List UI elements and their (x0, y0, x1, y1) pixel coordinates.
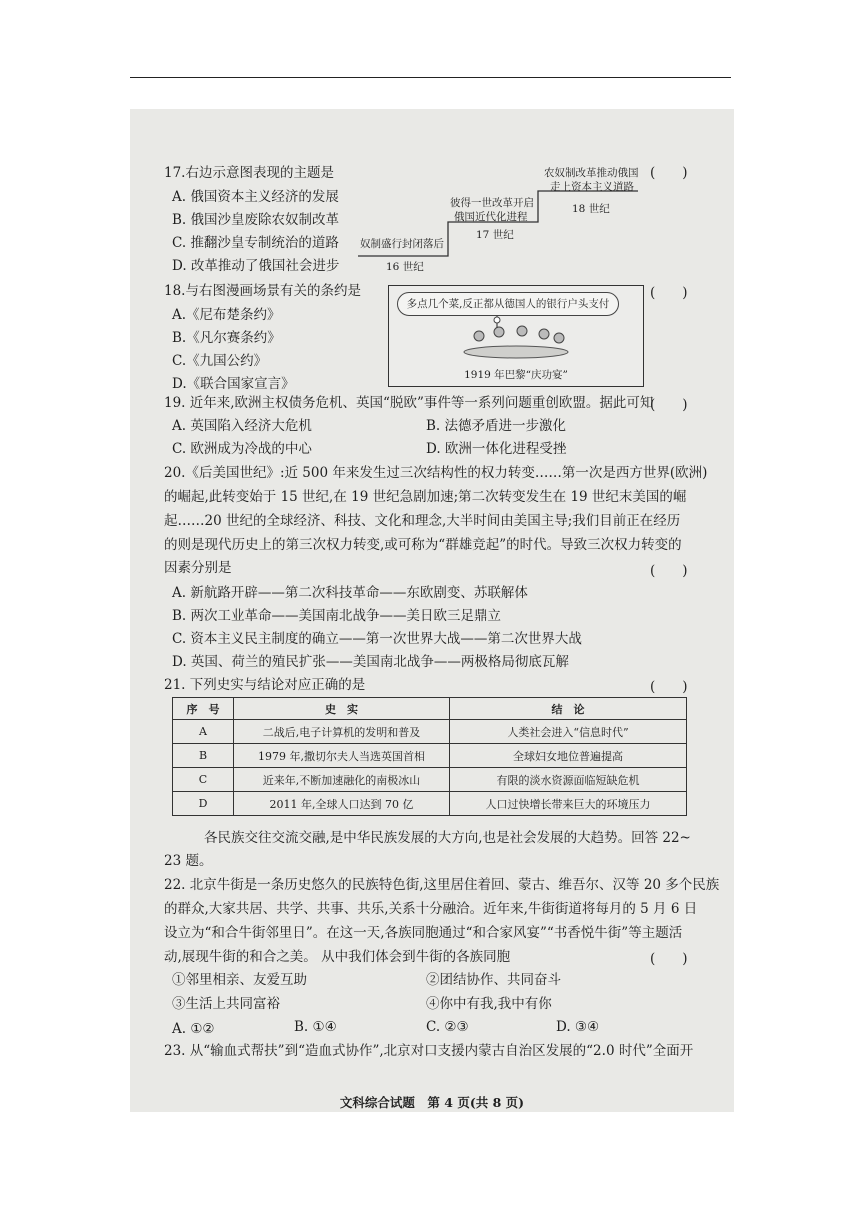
cartoon-speech-bubble: 多点几个菜,反正都从德国人的银行户头支付 (397, 292, 619, 316)
q19-option-d: D. 欧洲一体化进程受挫 (426, 441, 567, 457)
q18-option-d: D.《联合国家宣言》 (172, 376, 295, 392)
top-rule (130, 77, 731, 78)
q18-stem: 18.与右图漫画场景有关的条约是 (164, 283, 361, 299)
row-fact: 1979 年,撒切尔夫人当选英国首相 (234, 744, 450, 768)
q19-option-b: B. 法德矛盾进一步激化 (426, 418, 567, 434)
row-index: B (173, 744, 234, 768)
header-index: 序 号 (173, 698, 234, 720)
step3-century: 18 世纪 (572, 203, 610, 215)
q22-item-1: ①邻里相亲、友爱互助 (172, 972, 307, 988)
row-conclusion: 有限的淡水资源面临短缺危机 (450, 768, 687, 792)
q17-option-b: B. 俄国沙皇废除农奴制改革 (172, 212, 340, 228)
row-index: A (173, 720, 234, 744)
q20-line-2: 的崛起,此转变始于 15 世纪,在 19 世纪急剧加速;第二次转变发生在 19 世纪末美国的崛 (164, 489, 687, 505)
row-index: C (173, 768, 234, 792)
q22-choice-d: D. ③④ (556, 1019, 600, 1035)
step2-label-line2: 俄国近代化进程 (454, 211, 528, 223)
q20-option-b: B. 两次工业革命——美国南北战争——美日欧三足鼎立 (172, 608, 502, 624)
q22-line-4: 动,展现牛街的和合之美。 从中我们体会到牛街的各族同胞 (164, 949, 511, 965)
q22-line-1: 22. 北京牛街是一条历史悠久的民族特色街,这里居住着回、蒙古、维吾尔、汉等 20 多个民族 (164, 877, 720, 893)
step1-label: 奴制盛行封闭落后 (360, 238, 444, 250)
q22-item-3: ③生活上共同富裕 (172, 996, 280, 1012)
q22-bracket: ( ) (650, 951, 688, 967)
row-index: D (173, 792, 234, 816)
row-fact: 近来年,不断加速融化的南极冰山 (234, 768, 450, 792)
q20-option-c: C. 资本主义民主制度的确立——第一次世界大战——第二次世界大战 (172, 631, 582, 647)
q22-choice-c: C. ②③ (426, 1019, 469, 1035)
q23-line-1: 23. 从“输血式帮扶”到“造血式协作”,北京对口支援内蒙古自治区发展的“2.0 时代”全面开 (164, 1043, 694, 1059)
q18-option-b: B.《凡尔赛条约》 (172, 330, 281, 346)
q17-option-d: D. 改革推动了俄国社会进步 (172, 258, 340, 274)
page-footer: 文科综合试题 第 4 页(共 8 页) (339, 1095, 525, 1110)
table-row (173, 744, 687, 768)
q20-line-4: 的则是现代历史上的第三次权力转变,或可称为“群雄竞起”的时代。导致三次权力转变的 (164, 537, 682, 553)
row-conclusion: 全球妇女地位普遍提高 (450, 744, 687, 768)
q17-stem: 17.右边示意图表现的主题是 (164, 165, 334, 181)
q19-option-c: C. 欧洲成为冷战的中心 (172, 441, 312, 457)
q20-option-a: A. 新航路开辟——第二次科技革命——东欧剧变、苏联解体 (172, 585, 528, 601)
q22-line-2: 的群众,大家共居、共学、共事、共乐,关系十分融洽。近年来,牛街街道将每月的 5 月 6 日 (164, 901, 698, 917)
step3-label-line2: 走上资本主义道路 (550, 181, 634, 193)
q22-item-2: ②团结协作、共同奋斗 (426, 972, 561, 988)
q20-line-5: 因素分别是 (164, 560, 232, 576)
q19-option-a: A. 英国陷入经济大危机 (172, 418, 312, 434)
row-fact: 二战后,电子计算机的发明和普及 (234, 720, 450, 744)
q20-bracket: ( ) (650, 563, 688, 579)
q19-stem: 19. 近年来,欧洲主权债务危机、英国“脱欧”事件等一系列问题重创欧盟。据此可知 (164, 395, 654, 411)
q22-item-4: ④你中有我,我中有你 (426, 996, 552, 1012)
exam-page (130, 109, 734, 1112)
intro-line-1: 各民族交往交流交融,是中华民族发展的大方向,也是社会发展的大趋势。回答 22~ (204, 830, 691, 846)
q22-choice-a: A. ①② (172, 1021, 215, 1037)
table-row (173, 768, 687, 792)
row-fact: 2011 年,全球人口达到 70 亿 (234, 792, 450, 816)
q17-staircase-diagram (358, 169, 658, 279)
q17-option-c: C. 推翻沙皇专制统治的道路 (172, 235, 339, 251)
step2-label-line1: 彼得一世改革开启 (450, 197, 534, 209)
q22-line-3: 设立为“和合牛街邻里日”。在这一天,各族同胞通过“和合家风宴”“书香悦牛街”等主题活 (164, 925, 683, 941)
step1-century: 16 世纪 (386, 261, 424, 273)
q18-option-a: A.《尼布楚条约》 (172, 307, 281, 323)
q17-bracket: ( ) (650, 165, 688, 181)
q21-bracket: ( ) (650, 679, 688, 695)
q21-table (172, 697, 687, 816)
table-header-row (173, 698, 687, 720)
q20-option-d: D. 英国、荷兰的殖民扩张——美国南北战争——两极格局彻底瓦解 (172, 654, 569, 670)
q19-bracket: ( ) (650, 397, 688, 413)
q18-bracket: ( ) (650, 285, 688, 301)
row-conclusion: 人类社会进入“信息时代” (450, 720, 687, 744)
q20-line-1: 20.《后美国世纪》:近 500 年来发生过三次结构性的权力转变……第一次是西方世界(欧洲) (164, 465, 708, 481)
q18-option-c: C.《九国公约》 (172, 353, 268, 369)
header-conclusion: 结 论 (450, 698, 687, 720)
q20-line-3: 起……20 世纪的全球经济、科技、文化和理念,大半时间由美国主导;我们目前正在经历 (164, 513, 681, 529)
table-row (173, 720, 687, 744)
cartoon-caption: 1919 年巴黎“庆功宴” (464, 369, 568, 381)
header-fact: 史 实 (234, 698, 450, 720)
row-conclusion: 人口过快增长带来巨大的环境压力 (450, 792, 687, 816)
intro-line-2: 23 题。 (164, 853, 213, 869)
step2-century: 17 世纪 (476, 229, 514, 241)
q18-cartoon (388, 285, 644, 387)
q17-option-a: A. 俄国资本主义经济的发展 (172, 189, 339, 205)
table-row (173, 792, 687, 816)
step3-label-line1: 农奴制改革推动俄国 (544, 167, 639, 179)
q21-stem: 21. 下列史实与结论对应正确的是 (164, 677, 366, 693)
q22-choice-b: B. ①④ (294, 1019, 337, 1035)
